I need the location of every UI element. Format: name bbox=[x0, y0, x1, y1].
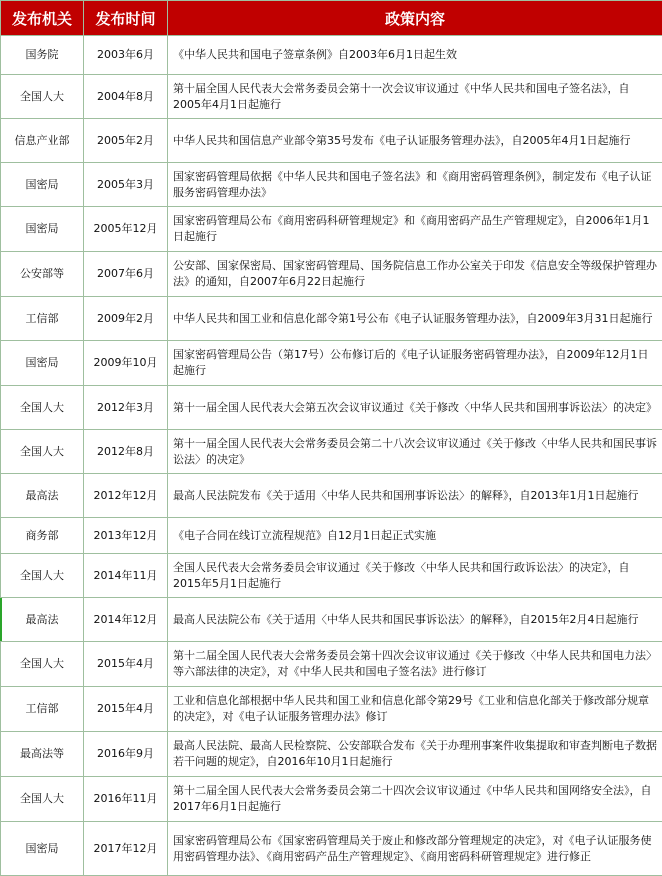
agency-cell: 公安部等 bbox=[1, 252, 84, 297]
header-date: 发布时间 bbox=[84, 1, 168, 36]
date-cell: 2009年2月 bbox=[84, 297, 168, 341]
date-cell: 2016年9月 bbox=[84, 732, 168, 777]
date-cell: 2005年12月 bbox=[84, 207, 168, 252]
agency-cell: 全国人大 bbox=[1, 386, 84, 430]
agency-cell: 最高法 bbox=[1, 474, 84, 518]
content-cell: 全国人民代表大会常务委员会审议通过《关于修改〈中华人民共和国行政诉讼法〉的决定》，自2015年5月1日起施行 bbox=[168, 554, 662, 598]
table-row bbox=[1, 119, 662, 163]
table-row bbox=[1, 163, 662, 207]
table-row bbox=[1, 687, 662, 732]
content-cell: 《电子合同在线订立流程规范》自12月1日起正式实施 bbox=[168, 518, 662, 554]
table-row bbox=[1, 36, 662, 75]
agency-cell: 国务院 bbox=[1, 36, 84, 75]
agency-cell: 最高法等 bbox=[1, 732, 84, 777]
agency-cell: 最高法 bbox=[1, 598, 84, 642]
content-cell: 中华人民共和国信息产业部令第35号发布《电子认证服务管理办法》，自2005年4月1日起施行 bbox=[168, 119, 662, 163]
date-cell: 2003年6月 bbox=[84, 36, 168, 75]
header-row bbox=[1, 1, 662, 36]
table-row bbox=[1, 252, 662, 297]
agency-cell: 工信部 bbox=[1, 687, 84, 732]
date-cell: 2004年8月 bbox=[84, 75, 168, 119]
table-row bbox=[1, 297, 662, 341]
content-cell: 第十一届全国人民代表大会常务委员会第二十八次会议审议通过《关于修改〈中华人民共和国民事诉讼法〉的决定》 bbox=[168, 430, 662, 474]
content-cell: 最高人民法院发布《关于适用〈中华人民共和国刑事诉讼法〉的解释》，自2013年1月1日起施行 bbox=[168, 474, 662, 518]
date-cell: 2012年12月 bbox=[84, 474, 168, 518]
table-row bbox=[1, 732, 662, 777]
table-row bbox=[1, 386, 662, 430]
table-row bbox=[1, 554, 662, 598]
content-cell: 国家密码管理局公告（第17号）公布修订后的《电子认证服务密码管理办法》，自2009年12月1日起施行 bbox=[168, 341, 662, 386]
content-cell: 第十二届全国人民代表大会常务委员会第十四次会议审议通过《关于修改〈中华人民共和国电力法〉等六部法律的决定》，对《中华人民共和国电子签名法》进行修订 bbox=[168, 642, 662, 687]
table-row bbox=[1, 75, 662, 119]
table-row bbox=[1, 341, 662, 386]
agency-cell: 全国人大 bbox=[1, 430, 84, 474]
date-cell: 2012年3月 bbox=[84, 386, 168, 430]
agency-cell: 商务部 bbox=[1, 518, 84, 554]
date-cell: 2015年4月 bbox=[84, 687, 168, 732]
date-cell: 2012年8月 bbox=[84, 430, 168, 474]
date-cell: 2013年12月 bbox=[84, 518, 168, 554]
table-row bbox=[1, 822, 662, 876]
date-cell: 2015年4月 bbox=[84, 642, 168, 687]
date-cell: 2007年6月 bbox=[84, 252, 168, 297]
agency-cell: 全国人大 bbox=[1, 777, 84, 822]
date-cell: 2009年10月 bbox=[84, 341, 168, 386]
content-cell: 国家密码管理局公布《国家密码管理局关于废止和修改部分管理规定的决定》，对《电子认证服务使用密码管理办法》、《商用密码产品生产管理规定》、《商用密码科研管理规定》进行修正 bbox=[168, 822, 662, 876]
content-cell: 公安部、国家保密局、国家密码管理局、国务院信息工作办公室关于印发《信息安全等级保护管理办法》的通知，自2007年6月22日起施行 bbox=[168, 252, 662, 297]
table-row bbox=[1, 777, 662, 822]
agency-cell: 全国人大 bbox=[1, 75, 84, 119]
date-cell: 2005年2月 bbox=[84, 119, 168, 163]
content-cell: 《中华人民共和国电子签章条例》自2003年6月1日起生效 bbox=[168, 36, 662, 75]
table-row bbox=[1, 430, 662, 474]
table-row bbox=[1, 207, 662, 252]
content-cell: 第十一届全国人民代表大会第五次会议审议通过《关于修改〈中华人民共和国刑事诉讼法〉的决定》 bbox=[168, 386, 662, 430]
content-cell: 工业和信息化部根据中华人民共和国工业和信息化部令第29号《工业和信息化部关于修改部分规章的决定》，对《电子认证服务管理办法》修订 bbox=[168, 687, 662, 732]
agency-cell: 信息产业部 bbox=[1, 119, 84, 163]
content-cell: 中华人民共和国工业和信息化部令第1号公布《电子认证服务管理办法》，自2009年3月31日起施行 bbox=[168, 297, 662, 341]
date-cell: 2016年11月 bbox=[84, 777, 168, 822]
agency-cell: 全国人大 bbox=[1, 642, 84, 687]
content-cell: 第十二届全国人民代表大会常务委员会第二十四次会议审议通过《中华人民共和国网络安全法》，自2017年6月1日起施行 bbox=[168, 777, 662, 822]
agency-cell: 国密局 bbox=[1, 341, 84, 386]
table-row bbox=[1, 598, 662, 642]
table-row bbox=[1, 474, 662, 518]
date-cell: 2017年12月 bbox=[84, 822, 168, 876]
content-cell: 最高人民法院公布《关于适用〈中华人民共和国民事诉讼法〉的解释》，自2015年2月4日起施行 bbox=[168, 598, 662, 642]
date-cell: 2014年11月 bbox=[84, 554, 168, 598]
table-row bbox=[1, 642, 662, 687]
agency-cell: 工信部 bbox=[1, 297, 84, 341]
header-content: 政策内容 bbox=[168, 1, 662, 36]
content-cell: 最高人民法院、最高人民检察院、公安部联合发布《关于办理刑事案件收集提取和审查判断电子数据若干问题的规定》，自2016年10月1日起施行 bbox=[168, 732, 662, 777]
content-cell: 国家密码管理局依据《中华人民共和国电子签名法》和《商用密码管理条例》，制定发布《电子认证服务密码管理办法》 bbox=[168, 163, 662, 207]
table-row bbox=[1, 518, 662, 554]
header-agency: 发布机关 bbox=[1, 1, 84, 36]
agency-cell: 全国人大 bbox=[1, 554, 84, 598]
agency-cell: 国密局 bbox=[1, 207, 84, 252]
date-cell: 2014年12月 bbox=[84, 598, 168, 642]
agency-cell: 国密局 bbox=[1, 163, 84, 207]
content-cell: 第十届全国人民代表大会常务委员会第十一次会议审议通过《中华人民共和国电子签名法》，自2005年4月1日起施行 bbox=[168, 75, 662, 119]
date-cell: 2005年3月 bbox=[84, 163, 168, 207]
agency-cell: 国密局 bbox=[1, 822, 84, 876]
content-cell: 国家密码管理局公布《商用密码科研管理规定》和《商用密码产品生产管理规定》，自2006年1月1日起施行 bbox=[168, 207, 662, 252]
